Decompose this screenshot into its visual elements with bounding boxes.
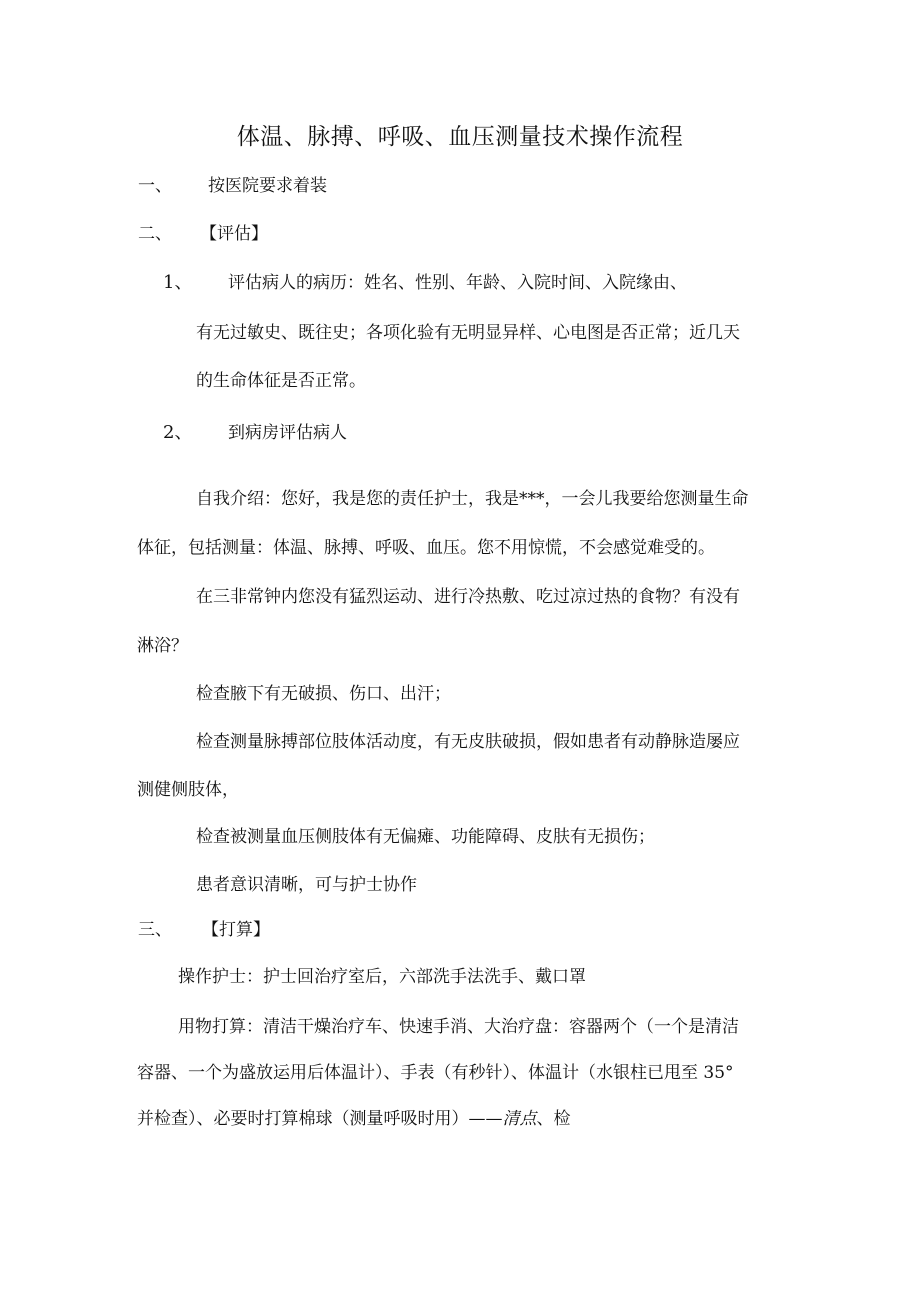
section-2-heading: 【评估】 [200,224,268,244]
check-4: 患者意识清晰，可与护士协作 [196,875,417,895]
nurse-prep-line: 操作护士：护士回治疗室后，六部洗手法洗手、戴口罩 [178,967,586,987]
supplies-line-3-part-c: 、检 [536,1109,571,1129]
section-1-text: 按医院要求着装 [208,176,327,196]
item-1-line-1: 评估病人的病历：姓名、性别、年龄、入院时间、入院缘由、 [228,273,687,293]
intro-line-2: 体征，包括测量：体温、脉搏、呼吸、血压。您不用惊慌，不会感觉难受的。 [137,538,715,558]
item-1-marker: 1、 [163,272,193,293]
check-2-line-1: 检查测量脉搏部位肢体活动度，有无皮肤破损，假如患者有动静脉造屡应 [196,732,740,752]
ask-line-1: 在三非常钟内您没有猛烈运动、进行冷热敷、吃过凉过热的食物？有没有 [196,587,740,607]
supplies-line-1: 用物打算：清洁干燥治疗车、快速手消、大治疗盘：容器两个（一个是清洁 [178,1017,739,1037]
section-3-marker: 三、 [138,920,172,940]
item-1-line-2: 有无过敏史、既往史；各项化验有无明显异样、心电图是否正常；近几天 [196,323,740,343]
check-1: 检查腋下有无破损、伤口、出汗； [196,684,451,704]
item-2-marker: 2、 [163,422,193,443]
section-3-heading: 【打算】 [202,920,270,940]
section-2-marker: 二、 [138,224,172,244]
supplies-line-3 [137,1108,571,1130]
section-1-marker: 一、 [138,176,172,196]
check-2-line-2: 测健侧肢体， [137,780,239,800]
supplies-line-3-italic: 清点 [502,1109,537,1129]
supplies-line-2: 容器、一个为盛放运用后体温计）、手表（有秒针）、体温计（水银柱已甩至 35° [137,1063,734,1083]
check-3: 检查被测量血压侧肢体有无偏瘫、功能障碍、皮肤有无损伤； [196,827,655,847]
ask-line-2: 淋浴？ [137,636,188,656]
supplies-line-3-part-a: 并检查）、必要时打算棉球（测量呼吸时用）—— [137,1109,503,1129]
item-2-text: 到病房评估病人 [228,423,347,443]
intro-line-1: 自我介绍：您好，我是您的责任护士，我是***，一会儿我要给您测量生命 [196,489,749,509]
item-1-line-3: 的生命体征是否正常。 [196,371,366,391]
page-title: 体温、脉搏、呼吸、血压测量技术操作流程 [236,124,684,150]
